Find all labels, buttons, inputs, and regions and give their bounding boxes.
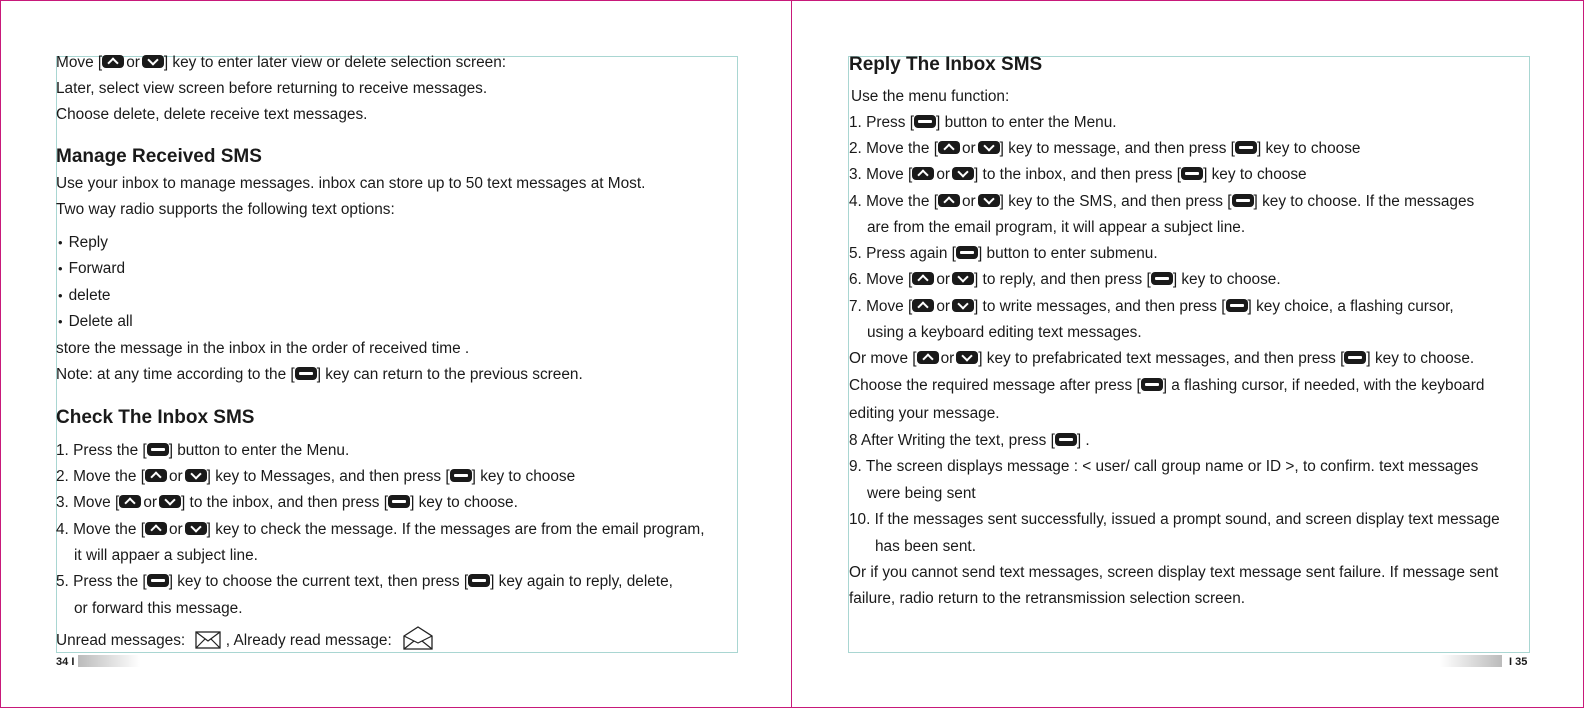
menu-key-icon bbox=[1151, 272, 1173, 285]
up-key-icon bbox=[912, 167, 934, 180]
reply-or-move: Or move [ or ] key to prefabricated text messages, and then press [ ] key to choose. bbox=[849, 350, 1475, 367]
down-key-icon bbox=[952, 167, 974, 180]
menu-key-icon bbox=[1232, 194, 1254, 207]
up-key-icon bbox=[938, 141, 960, 154]
reply-step-9-cont: were being sent bbox=[867, 485, 976, 502]
menu-key-icon bbox=[914, 115, 936, 128]
reply-step-6: 6. Move [ or ] to reply, and then press [ ] key to choose. bbox=[849, 271, 1281, 288]
line-text-options: Two way radio supports the following text options: bbox=[56, 201, 395, 218]
menu-key-icon bbox=[1181, 167, 1203, 180]
menu-key-icon bbox=[468, 574, 490, 587]
reply-step-5: 5. Press again [ ] button to enter submenu. bbox=[849, 245, 1158, 262]
option-reply: • Reply bbox=[58, 234, 108, 252]
page-tab-left bbox=[78, 655, 140, 667]
up-key-icon bbox=[912, 272, 934, 285]
reply-step-10-cont: has been sent. bbox=[875, 538, 976, 555]
option-forward: • Forward bbox=[58, 260, 125, 278]
down-key-icon bbox=[952, 272, 974, 285]
menu-key-icon bbox=[388, 495, 410, 508]
line-store-order: store the message in the inbox in the order of received time . bbox=[56, 340, 470, 357]
line-inbox-capacity: Use your inbox to manage messages. inbox can store up to 50 text messages at Most. bbox=[56, 175, 646, 192]
line-note: Note: at any time according to the [ ] key can return to the previous screen. bbox=[56, 366, 583, 383]
reply-step-8: 8 After Writing the text, press [ ] . bbox=[849, 432, 1090, 449]
down-key-icon bbox=[142, 55, 164, 68]
menu-key-icon bbox=[1226, 299, 1248, 312]
menu-key-icon bbox=[1235, 141, 1257, 154]
page-number-left: 34 I bbox=[56, 656, 75, 668]
line-later: Later, select view screen before returning to receive messages. bbox=[56, 80, 488, 97]
menu-key-icon bbox=[1344, 351, 1366, 364]
heading-check-inbox: Check The Inbox SMS bbox=[56, 407, 255, 428]
reply-step-4: 4. Move the [ or ] key to the SMS, and then press [ ] key to choose. If the messages bbox=[849, 193, 1475, 210]
check-step-4-cont: it will appaer a subject line. bbox=[74, 547, 258, 564]
up-key-icon bbox=[119, 495, 141, 508]
check-step-1: 1. Press the [ ] button to enter the Menu. bbox=[56, 442, 350, 459]
up-key-icon bbox=[938, 194, 960, 207]
reply-step-4-cont: are from the email program, it will appear a subject line. bbox=[867, 219, 1246, 236]
read-envelope-icon bbox=[402, 626, 434, 650]
menu-key-icon bbox=[147, 443, 169, 456]
reply-step-2: 2. Move the [ or ] key to message, and then press [ ] key to choose bbox=[849, 140, 1361, 157]
down-key-icon bbox=[952, 299, 974, 312]
menu-key-icon bbox=[1141, 378, 1163, 391]
menu-key-icon bbox=[956, 246, 978, 259]
check-step-3: 3. Move [ or ] to the inbox, and then press [ ] key to choose. bbox=[56, 494, 518, 511]
line-message-icons: Unread messages: , Already read message: bbox=[56, 626, 434, 650]
reply-step-3: 3. Move [ or ] to the inbox, and then press [ ] key to choose bbox=[849, 166, 1307, 183]
reply-step-7-cont: using a keyboard editing text messages. bbox=[867, 324, 1142, 341]
up-key-icon bbox=[145, 522, 167, 535]
menu-key-icon bbox=[450, 469, 472, 482]
up-key-icon bbox=[912, 299, 934, 312]
reply-failure-1: Or if you cannot send text messages, screen display text message sent failure. If message sent bbox=[849, 564, 1499, 581]
down-key-icon bbox=[978, 141, 1000, 154]
down-key-icon bbox=[185, 522, 207, 535]
reply-step-10: 10. If the messages sent successfully, issued a prompt sound, and screen display text message bbox=[849, 511, 1500, 528]
page-number-right: I 35 bbox=[1509, 656, 1528, 668]
down-key-icon bbox=[185, 469, 207, 482]
check-step-5: 5. Press the [ ] key to choose the current text, then press [ ] key again to reply, delete, bbox=[56, 573, 673, 590]
option-delete: • delete bbox=[58, 287, 111, 305]
heading-manage-sms: Manage Received SMS bbox=[56, 146, 262, 167]
reply-step-1: 1. Press [ ] button to enter the Menu. bbox=[849, 114, 1117, 131]
reply-step-7: 7. Move [ or ] to write messages, and then press [ ] key choice, a flashing cursor, bbox=[849, 298, 1454, 315]
up-key-icon bbox=[102, 55, 124, 68]
check-step-5-cont: or forward this message. bbox=[74, 600, 243, 617]
reply-choose-required: Choose the required message after press [ ] a flashing cursor, if needed, with the keyboard bbox=[849, 377, 1485, 394]
down-key-icon bbox=[978, 194, 1000, 207]
reply-step-9: 9. The screen displays message : < user/ call group name or ID >, to confirm. text messages bbox=[849, 458, 1479, 475]
line-choose-delete: Choose delete, delete receive text messages. bbox=[56, 106, 368, 123]
line-move-view-delete: Move [ or ] key to enter later view or delete selection screen: bbox=[56, 54, 507, 71]
down-key-icon bbox=[956, 351, 978, 364]
option-delete-all: • Delete all bbox=[58, 313, 133, 331]
reply-choose-cont: editing your message. bbox=[849, 405, 1000, 422]
check-step-2: 2. Move the [ or ] key to Messages, and then press [ ] key to choose bbox=[56, 468, 576, 485]
page-tab-right bbox=[1440, 655, 1502, 667]
menu-key-icon bbox=[1055, 433, 1077, 446]
heading-reply-inbox: Reply The Inbox SMS bbox=[849, 54, 1043, 75]
back-key-icon bbox=[295, 367, 317, 380]
up-key-icon bbox=[917, 351, 939, 364]
line-menu-function: Use the menu function: bbox=[851, 88, 1010, 105]
reply-failure-2: failure, radio return to the retransmission selection screen. bbox=[849, 590, 1246, 607]
unread-envelope-icon bbox=[195, 630, 221, 650]
page-fold bbox=[791, 0, 792, 708]
menu-key-icon bbox=[147, 574, 169, 587]
down-key-icon bbox=[159, 495, 181, 508]
up-key-icon bbox=[145, 469, 167, 482]
check-step-4: 4. Move the [ or ] key to check the message. If the messages are from the email program, bbox=[56, 521, 705, 538]
